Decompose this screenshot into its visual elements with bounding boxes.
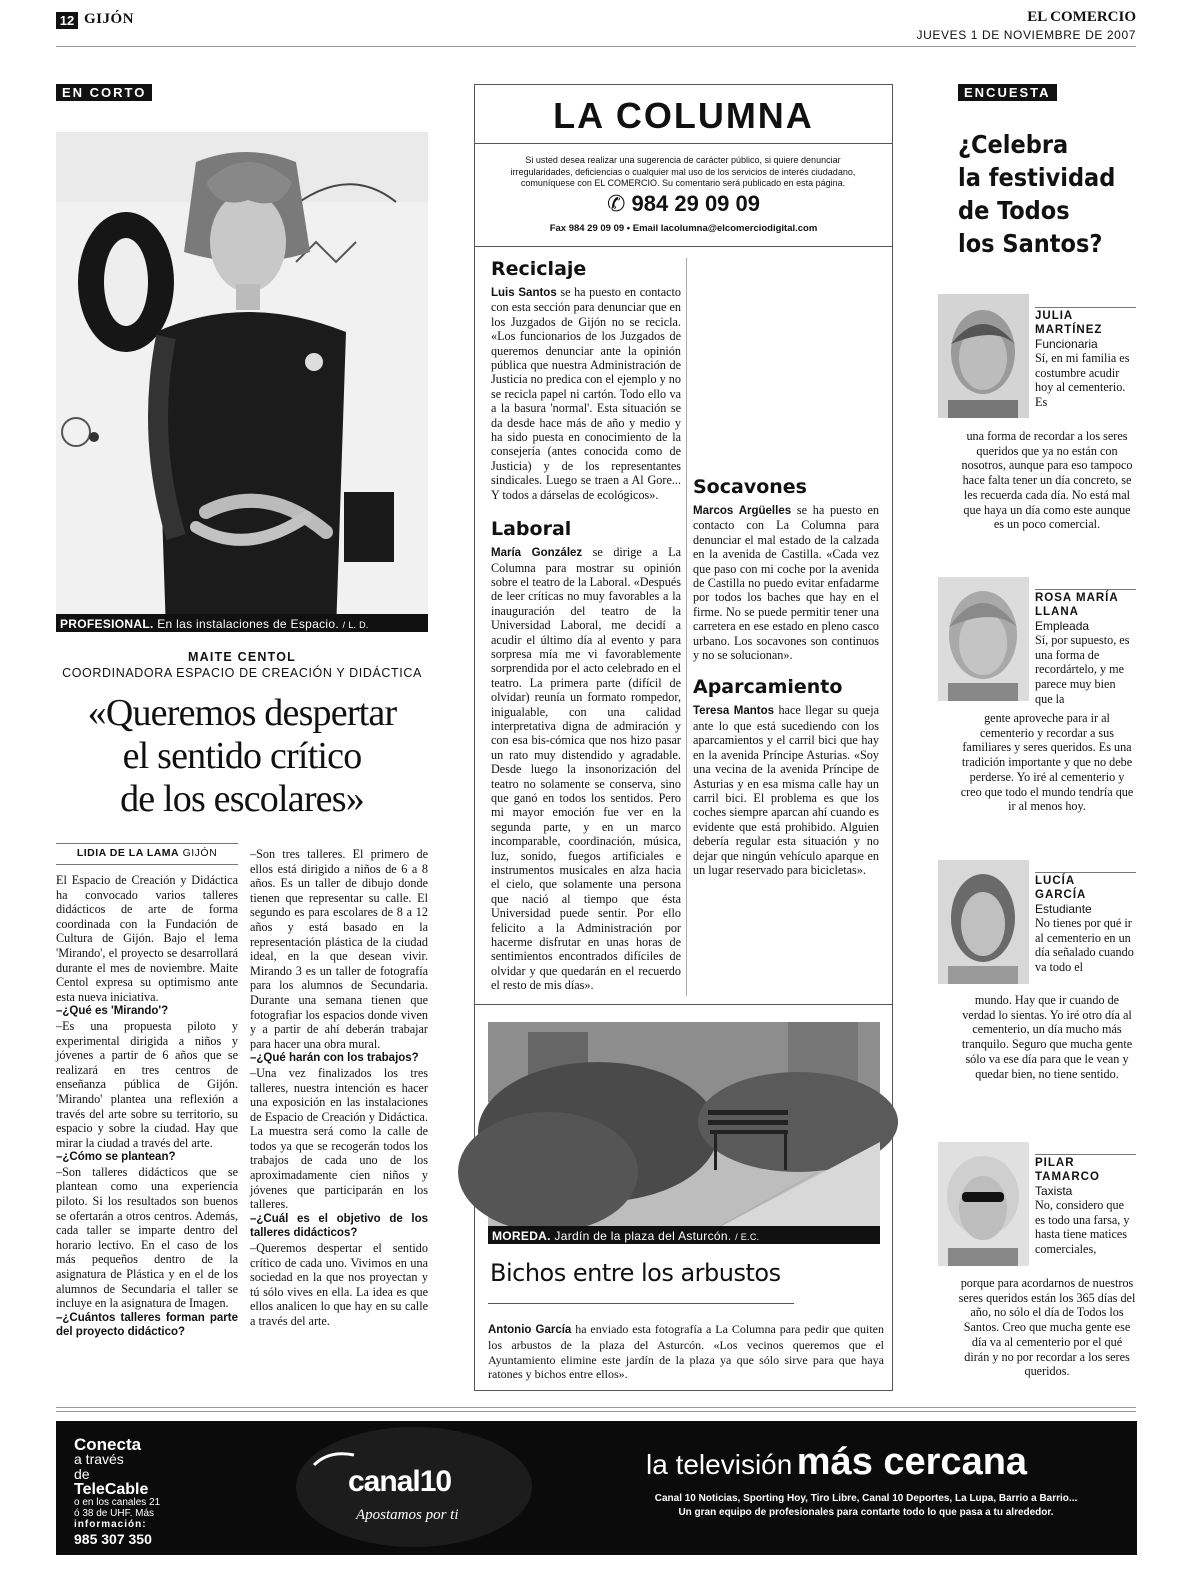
byline — [56, 847, 238, 859]
canal10-logo: canal10 — [348, 1465, 452, 1498]
portrait — [938, 1142, 1029, 1266]
respondent-rule — [1035, 872, 1136, 873]
column-divider — [686, 258, 687, 996]
fax-email: Fax 984 29 09 09 • Email lacolumna@elcomerciodigital.com — [549, 223, 818, 234]
headline-line: el sentido crítico — [122, 735, 362, 777]
respondent-surname: LLANA — [1035, 606, 1079, 618]
respondent-4 — [1035, 1156, 1136, 1257]
ad-programs: Canal 10 Noticias, Sporting Hoy, Tiro Libre, Canal 10 Deportes, La Lupa, Barrio a Barrio... — [654, 1493, 1078, 1504]
garden-caption-text: Jardín de la plaza del Asturcón. — [554, 1229, 732, 1243]
answer: –Una vez finalizados los tres talleres, nuestra intención es hacer una exposición en las instalaciones de Espacio de Creación y Didáctica. La muestra será como la calle de todos ya que se recogerán todos los trabajos de cada uno de los aproximadamente cien niños y jóvenes que participarán en los talleres. — [250, 1065, 428, 1212]
intro-rule — [474, 246, 893, 247]
la-columna-col-b — [693, 476, 879, 877]
respondent-role: Empleada — [1035, 619, 1090, 633]
respondent-answer-cont: porque para acordarnos de nuestros seres queridos están los 365 días del año, no sólo el día de Todos los Santos. Creo que mucha gente ese día va al cementerio por el qué dirán y no por recordar a los seres queridos. — [958, 1276, 1136, 1379]
ad-line: de — [74, 1466, 90, 1482]
respondent-1 — [1035, 309, 1136, 410]
byline-place: GIJÓN — [182, 847, 218, 859]
phone-number: 984 29 09 09 — [631, 191, 761, 216]
portrait — [938, 294, 1029, 418]
photo-caption — [60, 617, 369, 631]
survey-question — [958, 128, 1138, 260]
la-columna-col-a — [491, 258, 682, 993]
interviewee-role: COORDINADORA ESPACIO DE CREACIÓN Y DIDÁCTICA — [62, 666, 422, 680]
interviewee-name: MAITE CENTOL — [188, 650, 296, 664]
respondent-answer: Sí, en mi familia es costumbre acudir hoy al cementerio. Es — [1035, 351, 1130, 410]
ad-contact — [74, 1437, 184, 1547]
respondent-rule — [1035, 589, 1136, 590]
columns-rule — [474, 1004, 893, 1005]
bichos-body: ha enviado esta fotografía a La Columna para pedir que quiten los arbustos de la plaza del Asturcón. «Los vecinos queremos que el Ayuntamiento elimine este jardín de la plaza ya que sólo sirve para que haya ratones y bichos entre ellos». — [488, 1322, 884, 1382]
la-columna-intro: Si usted desea realizar una sugerencia de carácter público, si quiere denunciar irregularidades, deficiencias o cualquier mal uso de los servicios de interés ciudadano, comuníquese con EL COMERCIO. Su comentario será publicado en esta página. — [510, 155, 856, 188]
respondent-answer: Sí, por supuesto, es una forma de recordártelo, y me parece muy bien que la — [1035, 633, 1130, 706]
ad-headline — [646, 1441, 1027, 1484]
byline-name: LIDIA DE LA LAMA — [76, 847, 180, 859]
garden-caption-bold: MOREDA. — [492, 1229, 551, 1243]
respondent-role: Funcionaria — [1035, 337, 1098, 351]
issue-date: JUEVES 1 DE NOVIEMBRE DE 2007 — [916, 28, 1136, 42]
newspaper-name: EL COMERCIO — [1027, 9, 1136, 25]
en-corto-tag: EN CORTO — [56, 84, 152, 101]
respondent-photo — [938, 577, 1029, 701]
bichos-text — [488, 1322, 884, 1382]
ad-top-rule-2 — [56, 1411, 1136, 1412]
bichos-rule — [488, 1303, 794, 1304]
respondent-photo — [938, 1142, 1029, 1266]
question: –¿Cómo se plantean? — [56, 1151, 176, 1164]
answer: –Queremos despertar el sentido crítico de cada uno. Vivimos en una sociedad en la que nos proyectan y tú sólo vives en ella. La idea es que ellos analicen lo que hay en su calle a través del arte. — [250, 1241, 428, 1328]
reciclaje-body: se ha puesto en contacto con esta sección para denunciar que en los Juzgados de Gijón no se recicla. «Los funcionarios de los Juzgados de queremos denunciar ante la opinión pública que nuestra Administración de Justicia no predica con el ejemplo y no se recicla papel ni cartón. Todo ello va a la basura 'normal'. Esta situación se da desde hace más de año y medio y ha sido puesta en conocimiento de la consejería (antes conocida como de Justicia) y de los representantes sindicales. Luego se traen a Al Gore... Y todos a dárselas de ecológicos». — [491, 285, 681, 502]
answer: –Es una propuesta piloto y experimental dirigida a niños y jóvenes a partir de 6 años que se realizará en tres centros de enseñanza pública de Gijón. 'Mirando' plantea una reflexión a través del arte sobre su territorio, su espacio y sobre la ciudad. Hay que mirar la ciudad a través del arte. — [56, 1018, 238, 1150]
maite-centol-photo — [56, 132, 428, 632]
section-heading-socavones: Socavones — [693, 476, 807, 498]
ad-line: a través — [74, 1451, 124, 1467]
phone-row — [474, 191, 893, 217]
respondent-surname: MARTÍNEZ — [1035, 324, 1103, 336]
respondent-rule — [1035, 307, 1136, 308]
aparcamiento-body: hace llegar su queja ante lo que está sucediendo con los aparcamientos y el carril bici que hay en la avenida Príncipe Asturias. «Soy una vecina de la avenida Príncipe de Asturias y en esa misma calle hay un carril bici. El problema es que los coches siempre aparcan ahí cuando es evidente que está prohibido. Alguien debería regular esta situación y no dejar que ningún vehículo aparque en un lugar reservado para bicicletas». — [693, 703, 879, 877]
laboral-body: se dirige a La Columna para mostrar su opinión sobre el teatro de la Laboral. «Después de leer críticas no muy favorables a la inauguración del teatro de la Universidad Laboral, me decidí a acudir el último día al evento y para sorpresa mía me vi favorablemente sorprendida por el acto celebrado en el teatro. La primera parte (difícil de olvidar) reunía un formato rompedor, inigualable, con una calidad interpretativa digna de admiración y con esa bis-cómica que nos hizo pasar un rato muy distendido y agradable. Desde luego la insonorización del teatro no solamente se conserva, sino que ganó en todos los sentidos. Pero mi mayor emoción fue ver en la segunda parte, y en un marco incomparable, coordinación, música, luz, sonido, fuegos artificiales e instrumentos musicales en alza hacia el cielo, que solamente una persona que nació al tiempo que ésta Universidad puede sentir. Por ello felicito a la Administración por hacerme disfrutar en unas horas de sentimientos encontrados difíciles de olvidar y que quedarán en el recuerdo el resto de mis días». — [491, 545, 682, 993]
canal10-slogan: Apostamos por ti — [356, 1507, 459, 1523]
byline-rule — [56, 843, 238, 844]
ad-phone: 985 307 350 — [74, 1531, 152, 1547]
respondent-photo — [938, 294, 1029, 418]
headline-line: «Queremos despertar — [87, 692, 397, 734]
ad-line: o en los canales 21 — [74, 1497, 161, 1508]
photo-illustration — [56, 132, 428, 632]
question: –¿Cuántos talleres forman parte del proyecto didáctico? — [56, 1311, 238, 1339]
respondent-name: JULIA — [1035, 310, 1074, 322]
respondent-2 — [1035, 591, 1136, 707]
ad-line: ó 38 de UHF. Más — [74, 1508, 155, 1519]
interview-column-1 — [56, 873, 238, 1340]
garden-caption-credit: / E.C. — [735, 1232, 760, 1242]
ad-line: información: — [74, 1519, 147, 1530]
interview-column-2 — [250, 847, 428, 1329]
phone-icon: ✆ — [606, 191, 626, 216]
portrait — [938, 577, 1029, 701]
respondent-name: ROSA MARÍA — [1035, 592, 1119, 604]
respondent-answer-cont: gente aproveche para ir al cementerio y recordar a sus familiares y seres queridos. Es una tradición importante y que no debe perderse. Yo iré al cementerio y creo que todo el mundo tendría que ir al menos hoy. — [960, 711, 1134, 814]
ad-headline-b: más cercana — [796, 1441, 1028, 1483]
moreda-garden-photo — [488, 1022, 880, 1244]
question-line: ¿Celebra — [958, 130, 1069, 159]
answer: –Son tres talleres. El primero de ellos está dirigido a niños de 6 a 8 años. Es un taller de dibujo donde tienen que representar su calle. El segundo es para escolares de 8 a 12 años y está basado en la representación plástica de la ciudad ideal, en la que desean vivir. Mirando 3 es un taller de fotografía para los alumnos de Secundaria. Durante una semana tienen que fotografiar los espacios donde viven y a partir de ahí deberán trabajar para hacer una obra mural. — [250, 847, 428, 1051]
respondent-name: LUCÍA — [1035, 875, 1076, 887]
aparcamiento-lead: Teresa Mantos — [693, 705, 775, 718]
laboral-lead: María González — [491, 547, 583, 560]
caption-text: En las instalaciones de Espacio. — [157, 617, 339, 631]
question: –¿Cuál es el objetivo de los talleres didácticos? — [250, 1212, 428, 1240]
respondent-name: PILAR — [1035, 1157, 1075, 1169]
headline — [48, 692, 436, 821]
respondent-role: Taxista — [1035, 1184, 1073, 1198]
socavones-lead: Marcos Argüelles — [693, 505, 792, 517]
page-number: 12 — [56, 12, 78, 29]
question-line: los Santos? — [958, 229, 1103, 258]
question-line: de Todos — [958, 196, 1070, 225]
socavones-body: se ha puesto en contacto con La Columna para denunciar el mal estado de la calzada en la avenida de Castilla. «Cada vez que paso con mi coche por la avenida de Castilla no puedo evitar enfadarme por todos los baches que hay en el firme. No se puede permitir tener una carretera en ese estado en pleno casco urbano. Los socavones son continuos y no se solucionan». — [693, 503, 879, 663]
ad-line: TeleCable — [74, 1481, 149, 1498]
garden-illustration — [488, 1022, 880, 1244]
question: –¿Qué es 'Mirando'? — [56, 1005, 169, 1018]
garden-caption — [492, 1229, 759, 1243]
header-rule — [56, 46, 1136, 47]
section-name: GIJÓN — [84, 11, 135, 27]
encuesta-tag: ENCUESTA — [958, 84, 1057, 101]
caption-bold: PROFESIONAL. — [60, 617, 154, 631]
respondent-rule — [1035, 1154, 1136, 1155]
ad-headline-a: la televisión — [646, 1449, 793, 1480]
ad-top-rule — [56, 1407, 1136, 1408]
section-heading-aparcamiento: Aparcamiento — [693, 676, 843, 699]
bichos-title: Bichos entre los arbustos — [490, 1259, 781, 1287]
answer: –Son talleres didácticos que se plantean como una experiencia piloto. Si los resultados son buenos se ofertarán a otros centros. Además, cada taller se imparte dentro del horario lectivo. En el caso de los más pequeños dentro de la asignatura de Plástica y en el de los alumnos de Secundaria el taller se incluye en la asignatura de Imagen. — [56, 1164, 238, 1311]
respondent-surname: TAMARCO — [1035, 1171, 1100, 1183]
respondent-photo — [938, 860, 1029, 984]
respondent-role: Estudiante — [1035, 902, 1092, 916]
respondent-3 — [1035, 874, 1136, 975]
reciclaje-lead: Luis Santos — [491, 287, 557, 299]
section-heading-laboral: Laboral — [491, 518, 572, 541]
la-columna-title: LA COLUMNA — [553, 95, 814, 136]
headline-line: de los escolares» — [120, 778, 364, 820]
socavones-text — [693, 503, 879, 662]
intro-paragraph: El Espacio de Creación y Didáctica ha convocado varios talleres didácticos de arte de forma coordinada con la Fundación de Cultura de Gijón. Bajo el lema 'Mirando', el proyecto se desarrollará durante el mes de noviembre. Maite Centol expresa su optimismo ante esta nueva iniciativa. — [56, 873, 238, 1004]
aparcamiento-text — [693, 703, 879, 877]
respondent-answer-cont: mundo. Hay que ir cuando de verdad lo sientas. Yo iré otro día al cementerio, un día mucho más tranquilo. Seguro que mucha gente sólo va ese día para que le vean y quedar bien, no tiene sentido. — [961, 993, 1133, 1081]
section-heading-reciclaje: Reciclaje — [491, 258, 587, 280]
reciclaje-text — [491, 285, 681, 502]
respondent-answer: No, considero que es todo una farsa, y hasta tiene matices comerciales, — [1035, 1198, 1130, 1257]
bichos-lead: Antonio García — [488, 1324, 572, 1336]
byline-rule-bottom — [56, 864, 238, 865]
respondent-answer-cont: una forma de recordar a los seres queridos que ya no están con nosotros, aunque para eso tampoco hace falta tener un día concreto, se les recuerda cada día. No está mal que haya un día como este aunque es un poco comercial. — [961, 429, 1133, 532]
laboral-text — [491, 545, 682, 993]
caption-credit: / L. D. — [342, 620, 369, 630]
respondent-surname: GARCÍA — [1035, 889, 1087, 901]
portrait — [938, 860, 1029, 984]
question: –¿Qué harán con los trabajos? — [250, 1052, 419, 1065]
ad-line: Conecta — [74, 1435, 142, 1454]
ad-tagline: Un gran equipo de profesionales para contarte todo lo que pasa a tu alrededor. — [678, 1507, 1054, 1518]
question-line: la festividad — [958, 163, 1116, 192]
canal10-ad — [56, 1421, 1137, 1555]
respondent-answer: No tienes por qué ir al cementerio en un día señalado cuando va todo el — [1035, 916, 1134, 975]
